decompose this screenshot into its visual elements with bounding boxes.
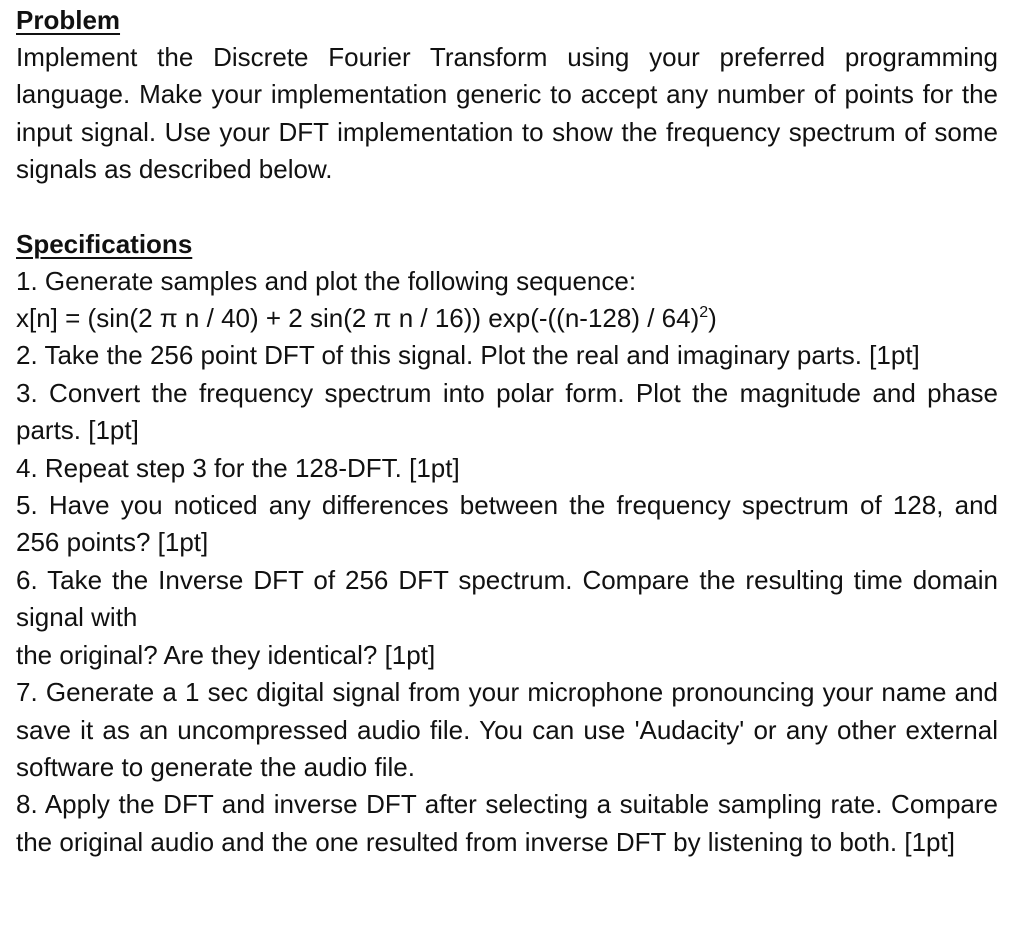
spec-item-6a: 6. Take the Inverse DFT of 256 DFT spectrum. Compare the resulting time domain signal with <box>16 564 998 633</box>
problem-text: Implement the Discrete Fourier Transform using your preferred programming language. Make your implementation generic to accept any number of points for the input signal. Use your DFT implementation to show the frequency spectrum of some signals as described below. <box>16 42 998 185</box>
spec-item-1: 1. Generate samples and plot the following sequence: <box>16 265 637 296</box>
section-gap <box>16 189 998 226</box>
problem-heading: Problem <box>16 5 121 35</box>
formula-main: x[n] = (sin(2 π n / 40) + 2 sin(2 π n / 16)) exp(-((n-128) / 64) <box>16 303 700 334</box>
formula <box>16 300 998 337</box>
specifications-section <box>16 226 998 862</box>
spec-item-8: 8. Apply the DFT and inverse DFT after selecting a suitable sampling rate. Compare the original audio and the one resulted from inverse DFT by listening to both. [1pt] <box>16 789 998 857</box>
problem-section <box>16 2 998 189</box>
spec-item-7: 7. Generate a 1 sec digital signal from your microphone pronouncing your name and save it as an uncompressed audio file. You can use 'Audacity' or any other external software to generate the audio file. <box>16 677 998 782</box>
specifications-heading: Specifications <box>16 228 193 259</box>
spec-item-2: 2. Take the 256 point DFT of this signal. Plot the real and imaginary parts. [1pt] <box>16 340 920 371</box>
spec-item-3: 3. Convert the frequency spectrum into polar form. Plot the magnitude and phase parts. [1pt] <box>16 377 998 446</box>
spec-item-6b: the original? Are they identical? [1pt] <box>16 639 436 670</box>
spec-item-4: 4. Repeat step 3 for the 128-DFT. [1pt] <box>16 452 460 483</box>
formula-exponent: 2 <box>699 304 709 322</box>
spec-item-5: 5. Have you noticed any differences between the frequency spectrum of 128, and 256 points? [1pt] <box>16 490 998 558</box>
formula-close: ) <box>708 303 717 334</box>
